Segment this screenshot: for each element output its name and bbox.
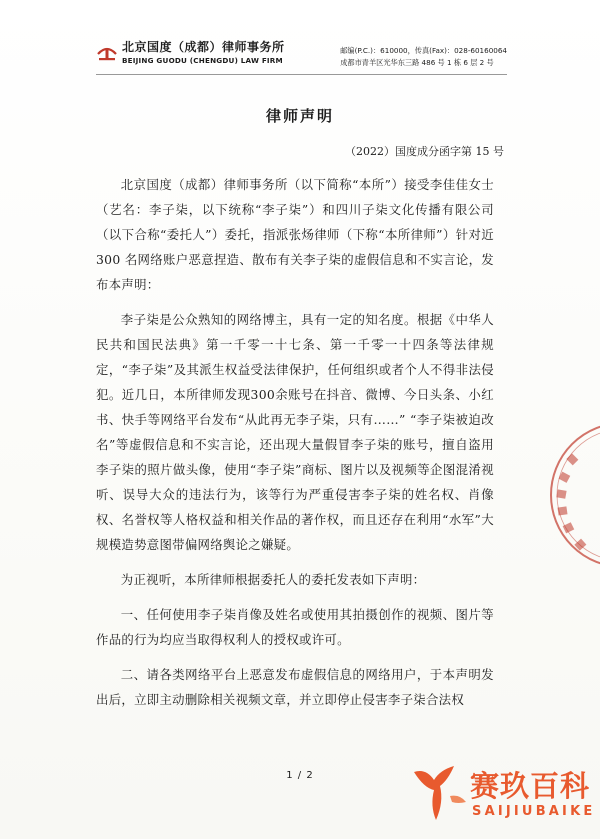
firm-name-en: BEIJING GUODU (CHENGDU) LAW FIRM: [122, 56, 283, 65]
seal-stamp-icon: [548, 395, 600, 595]
header-divider: [96, 74, 507, 75]
document-title: 律师声明: [265, 107, 334, 125]
paragraph-declaration-lead: 为正视听，本所律师根据委托人的委托发表如下声明：: [120, 572, 426, 587]
watermark: [410, 762, 596, 832]
document-body: [96, 172, 494, 722]
document-reference: （2022）国度成分函字第 15 号: [345, 145, 504, 158]
paragraph-clause-1: 一、任何使用李子柒肖像及姓名或使用其拍摄创作的视频、图片等作品的行为均应当取得权利人的授权或许可。: [96, 607, 494, 647]
paragraph-intro: 北京国度（成都）律师事务所（以下简称“本所”）接受李佳佳女士（艺名：李子柒，以下统称“李子柒”）和四川子柒文化传播有限公司（以下合称“委托人”）委托，指派张炀律师（下称“本所律师”）针对近 300 名网络账户恶意捏造、散布有关李子柒的虚假信息和不实言论，发布本声明：: [96, 177, 494, 292]
law-firm-logo-icon: [96, 42, 118, 62]
firm-address-line: 成都市青羊区光华东三路 486 号 1 栋 6 层 2 号: [340, 58, 494, 67]
paragraph-clause-2: 二、请各类网络平台上恶意发布虚假信息的网络用户，于本声明发出后，立即主动删除相关视频文章，并立即停止侵害李子柒合法权: [96, 667, 494, 707]
firm-name-cn: 北京国度（成都）律师事务所: [122, 40, 285, 54]
firm-contact-line: 邮编(P.C.)：610000，传真(Fax)：028-60160064: [340, 46, 507, 55]
page-number: 1 / 2: [286, 770, 314, 781]
paragraph-background: 李子柒是公众熟知的网络博主，具有一定的知名度。根据《中华人民共和国民法典》第一千零一十七条、第一千零一十四条等法律规定，“李子柒”及其派生权益受法律保护，任何组织或者个人不得非法侵犯。近几日，本所律师发现300余账号在抖音、微博、今日头条、小红书、快手等网络平台发布“从此再无李子柒，只有……” “李子柒被迫改名”等虚假信息和不实言论，还出现大量假冒李子柒的账号，擅自盗用李子柒的照片做头像，使用“李子柒”商标、图片以及视频等企图混淆视听、误导大众的违法行为，该等行为严重侵害李子柒的姓名权、肖像权、名誉权等人格权益和相关作品的著作权，而且还存在利用“水军”大规模造势意图带偏网络舆论之嫌疑。: [96, 312, 494, 552]
watermark-name-cn: 赛玖百科: [470, 769, 591, 803]
firm-contact-block: [340, 45, 507, 69]
whale-tail-logo-icon: [410, 762, 470, 826]
watermark-name-en: SAIJIUBAIKE: [472, 804, 596, 819]
